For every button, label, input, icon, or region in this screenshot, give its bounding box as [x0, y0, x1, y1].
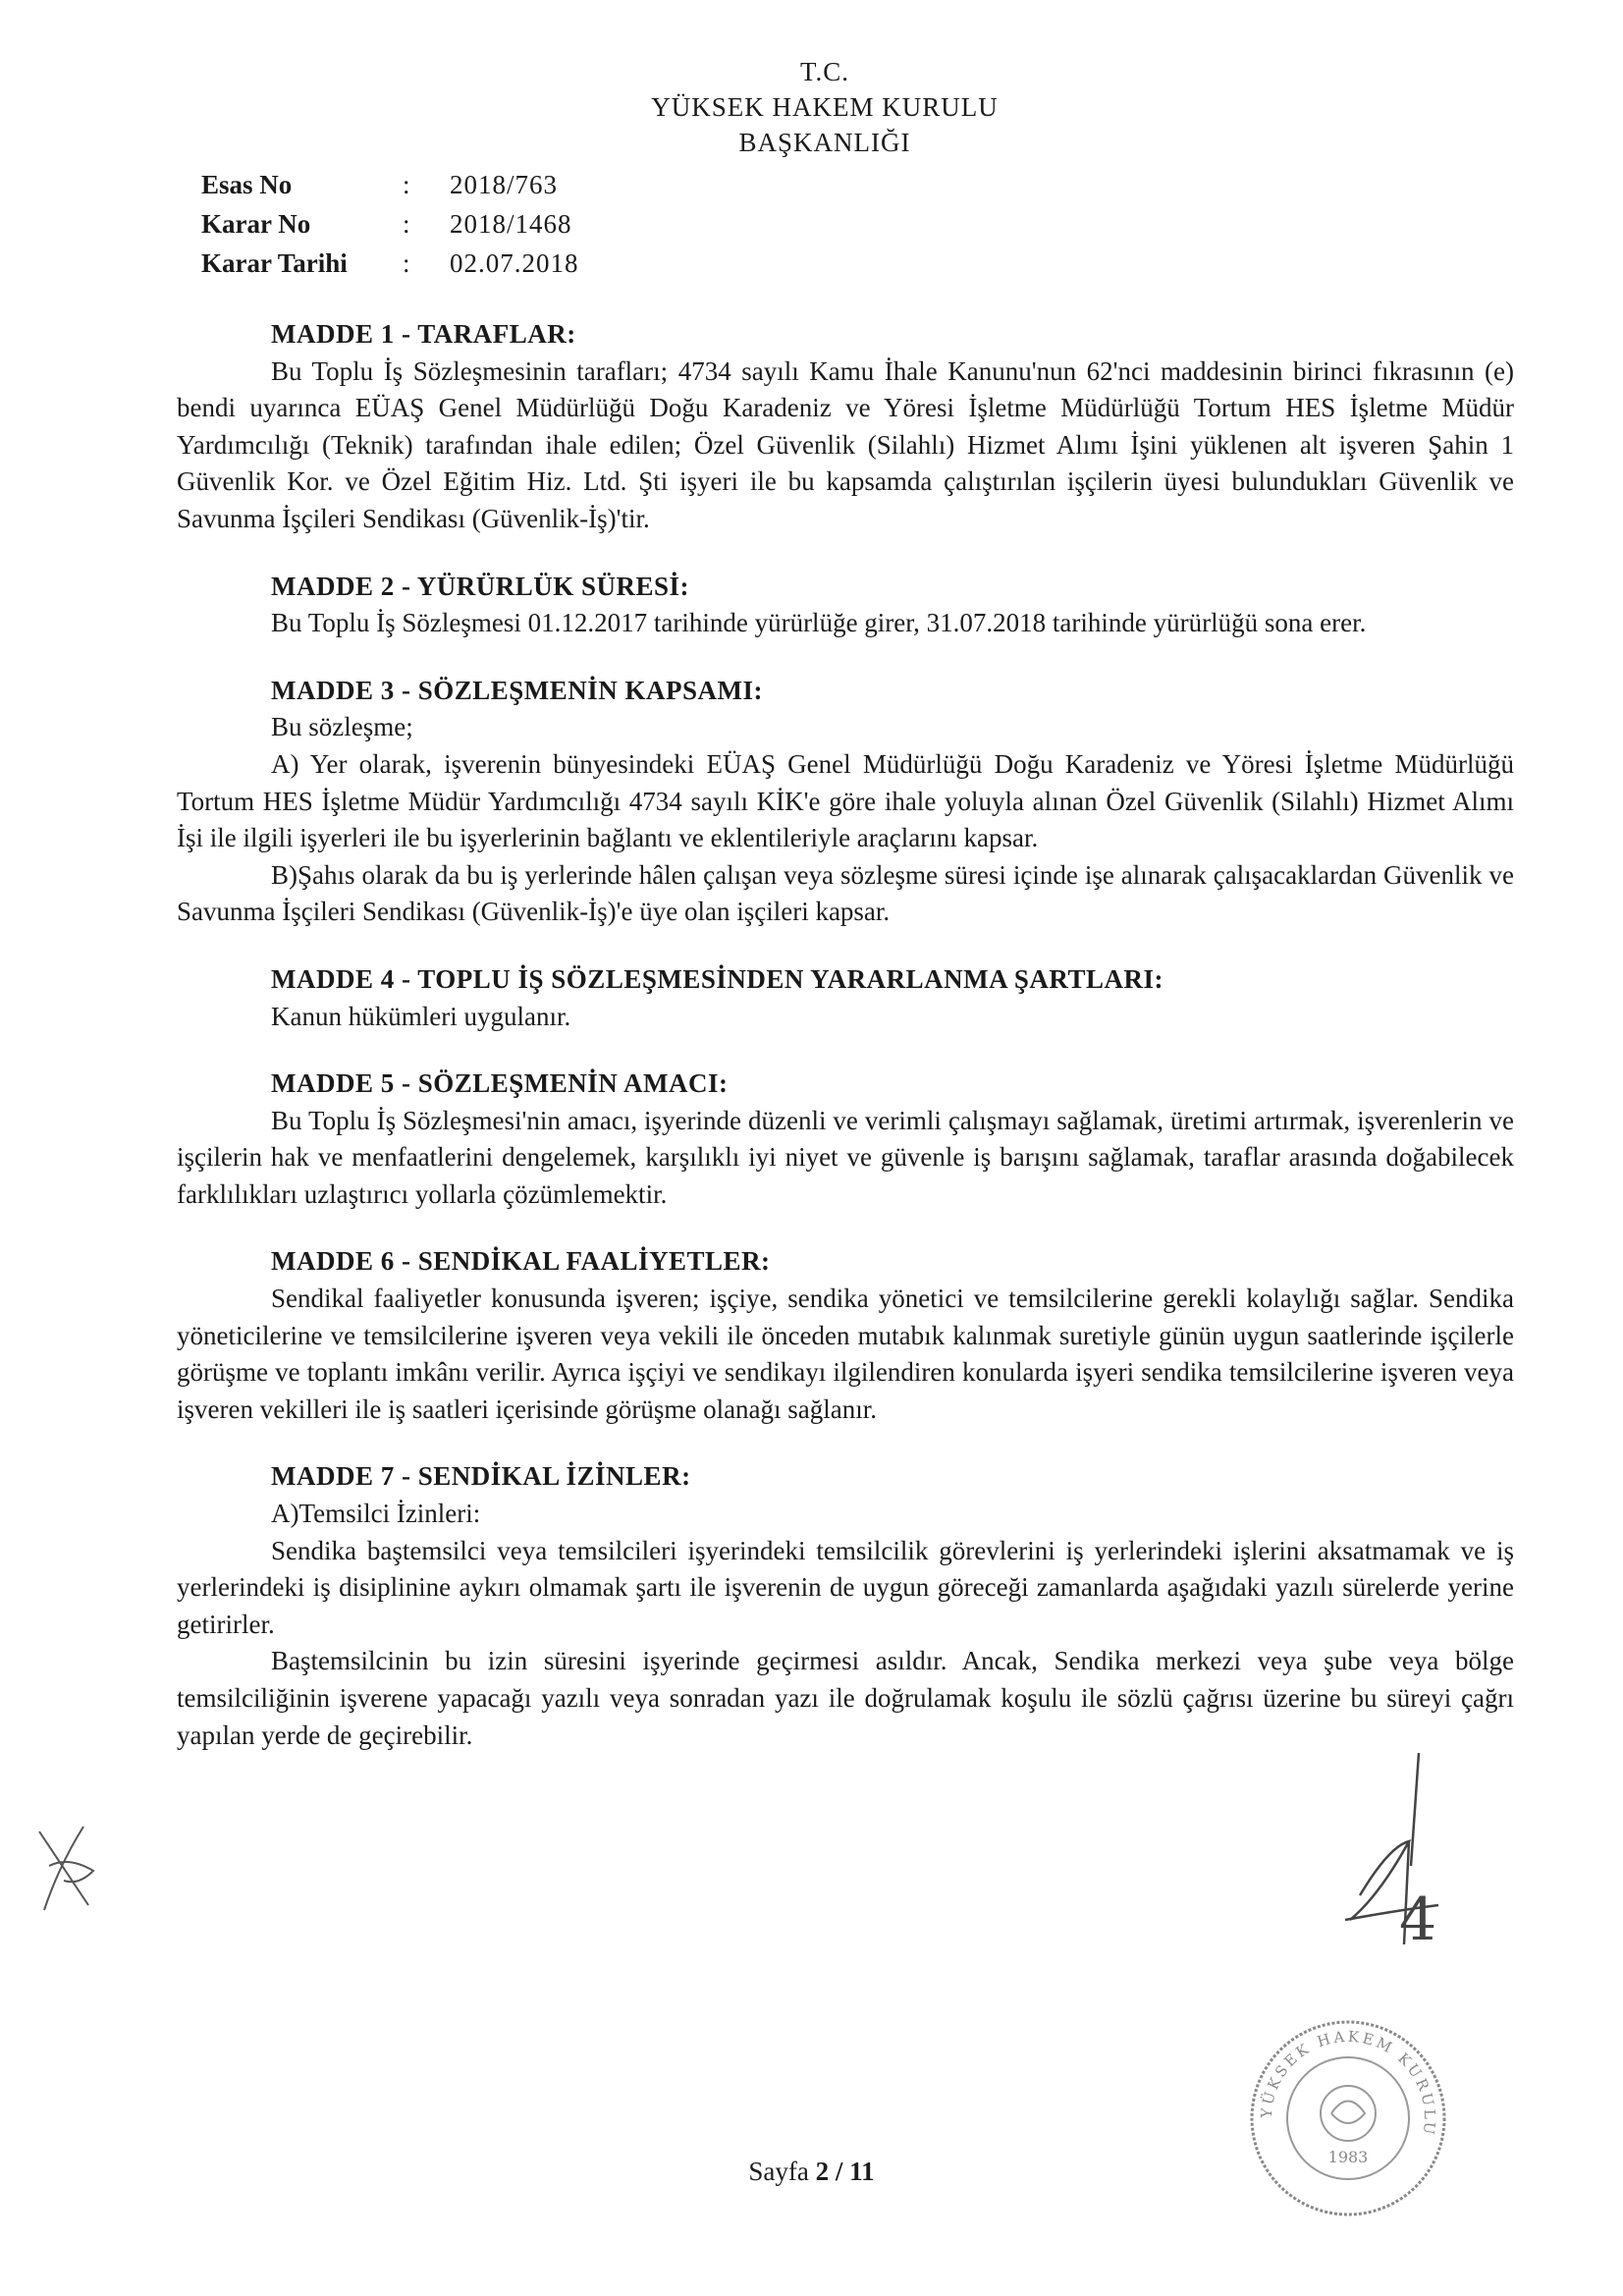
meta-colon: : [403, 248, 410, 278]
meta-value: 02.07.2018 [450, 248, 579, 278]
section-madde-7 [177, 1458, 1514, 1754]
meta-value: 2018/763 [450, 170, 559, 199]
page-current: 2 [815, 2157, 830, 2186]
section-title: MADDE 7 - SENDİKAL İZİNLER: [271, 1461, 691, 1492]
meta-row-tarih [201, 244, 579, 283]
document-body [177, 316, 1514, 1784]
section-madde-5 [177, 1066, 1514, 1213]
paragraph: Sendika baştemsilci veya temsilcileri işyerindeki temsilcilik görevlerini iş yerlerindeki işlerini aksatmamak ve iş yerlerindeki iş disiplinine aykırı olmamak şartı ile işverenin de uygun göreceği zamanlarda aşağıdaki yazılı sürelerde yerine getirirler. [177, 1535, 1514, 1639]
section-madde-2 [177, 569, 1514, 642]
section-title: MADDE 4 - TOPLU İŞ SÖZLEŞMESİNDEN YARARLANMA ŞARTLARI: [271, 963, 1163, 994]
document-header [550, 54, 1100, 160]
section-title: MADDE 3 - SÖZLEŞMENİN KAPSAMI: [271, 675, 764, 705]
paragraph: Bu sözleşme; [271, 712, 413, 742]
page-separator: / [829, 2157, 850, 2186]
paragraph: Bu Toplu İş Sözleşmesi'nin amacı, işyerinde düzenli ve verimli çalışmayı sağlamak, üretimi artırmak, işverenlerin ve işçilerin hak ve menfaatlerini dengelemek, karşılıklı iyi niyet ve güvenle iş barışını sağlamak, taraflar arasında doğabilecek farklılıkları uzlaştırıcı yollarla çözümlemektir. [177, 1105, 1514, 1209]
header-line-tc: T.C. [800, 57, 849, 86]
meta-colon: : [403, 209, 410, 239]
page-label: Sayfa [748, 2157, 816, 2186]
meta-colon: : [403, 170, 410, 199]
section-title: MADDE 1 - TARAFLAR: [271, 319, 576, 349]
paragraph: Baştemsilcinin bu izin süresini işyerinde geçirmesi asıldır. Ancak, Sendika merkezi veya şube veya bölge temsilciliğinin işverene yapacağı yazılı veya sonradan yazı ile doğrulamak koşulu ile sözlü çağrısı üzerine bu süreyi çağrı yapılan yerde de geçirebilir. [177, 1646, 1514, 1750]
page-total: 11 [849, 2157, 875, 2186]
section-madde-6 [177, 1243, 1514, 1428]
paragraph: A)Temsilci İzinleri: [271, 1499, 481, 1529]
section-title: MADDE 2 - YÜRÜRLÜK SÜRESİ: [271, 571, 690, 601]
section-madde-4 [177, 961, 1514, 1035]
handwritten-initial-icon [29, 1812, 103, 1920]
paragraph: Kanun hükümleri uygulanır. [271, 1001, 571, 1031]
header-line-presidency: BAŞKANLIĞI [738, 128, 911, 157]
signature-mark: 4 [1399, 1886, 1437, 1954]
meta-value: 2018/1468 [450, 209, 572, 239]
header-line-institution: YÜKSEK HAKEM KURULU [651, 92, 999, 122]
signature-icon [1321, 1748, 1448, 2023]
meta-label: Karar Tarihi [201, 248, 348, 278]
section-madde-3 [177, 673, 1514, 931]
section-madde-1 [177, 316, 1514, 538]
meta-label: Karar No [201, 209, 311, 239]
meta-label: Esas No [201, 170, 293, 199]
meta-row-esas [201, 165, 579, 204]
paragraph: Sendikal faaliyetler konusunda işveren; işçiye, sendika yönetici ve temsilcilerine gerekli kolaylığı sağlar. Sendika yöneticilerine ve temsilcilerine işveren veya vekili ile önceden mutabık kalınmak suretiyle günün uygun saatlerinde işçilerle görüşme ve toplantı imkânı verilir. Ayrıca işçiyi ve sendikayı ilgilendiren konularda işyeri sendika temsilcilerine işveren veya işveren vekilleri ile iş saatleri içerisinde görüşme olanağı sağlanır. [177, 1284, 1514, 1424]
case-metadata [201, 165, 579, 283]
section-title: MADDE 5 - SÖZLEŞMENİN AMACI: [271, 1068, 729, 1099]
paragraph: B)Şahıs olarak da bu iş yerlerinde hâlen çalışan veya sözleşme süresi içinde işe alınarak çalışacaklardan Güvenlik ve Savunma İşçileri Sendikası (Güvenlik-İş)'e üye olan işçileri kapsar. [177, 859, 1514, 927]
section-title: MADDE 6 - SENDİKAL FAALİYETLER: [271, 1246, 771, 1277]
paragraph: Bu Toplu İş Sözleşmesi 01.12.2017 tarihinde yürürlüğe girer, 31.07.2018 tarihinde yürürlüğü sona erer. [271, 608, 1367, 638]
official-stamp-icon [1245, 2015, 1451, 2221]
stamp-text: YÜKSEK HAKEM KURULU [1257, 2027, 1439, 2139]
stamp-year: 1983 [1327, 2148, 1369, 2166]
paragraph: Bu Toplu İş Sözleşmesinin tarafları; 4734 sayılı Kamu İhale Kanunu'nun 62'nci maddesinin birinci fıkrasının (e) bendi uyarınca EÜAŞ Genel Müdürlüğü Doğu Karadeniz ve Yöresi İşletme Müdürlüğü Tortum HES İşletme Müdür Yardımcılığı (Teknik) tarafından ihale edilen; Özel Güvenlik (Silahlı) Hizmet Alımı İşini yüklenen alt işveren Şahin 1 Güvenlik Kor. ve Özel Eğitim Hiz. Ltd. Şti işyeri ile bu kapsamda çalıştırılan işçilerin üyesi bulundukları Güvenlik ve Savunma İşçileri Sendikası (Güvenlik-İş)'tir. [177, 355, 1514, 533]
paragraph: A) Yer olarak, işverenin bünyesindeki EÜAŞ Genel Müdürlüğü Doğu Karadeniz ve Yöresi İşletme Müdürlüğü Tortum HES İşletme Müdür Yardımcılığı 4734 sayılı KİK'e göre ihale yoluyla alınan Özel Güvenlik (Silahlı) Hizmet Alımı İşi ile ilgili işyerleri ile bu işyerlerinin bağlantı ve eklentileriyle araçlarını kapsar. [177, 748, 1514, 853]
meta-row-karar [201, 204, 579, 244]
